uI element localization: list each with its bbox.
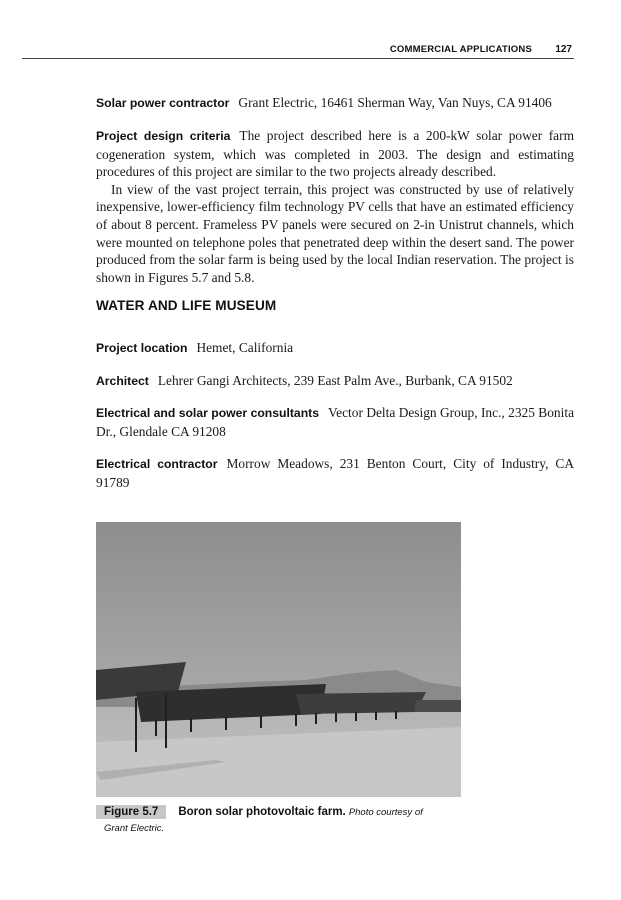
electrical-contractor-text: Morrow Meadows, 231 Benton Court, City of Industry, CA 91789: [96, 456, 575, 490]
design-criteria-label: Project design criteria: [96, 129, 231, 143]
design-criteria-paragraph-2: In view of the vast project terrain, this project was constructed by use of relatively inexpensive, lower-efficiency film technology PV cells that have an estimated efficiency of about 8 percent. Frameless PV panels were secured on 2-in Unistrut channels, which were mounted on telephone poles that penetrated deep within the desert sand. The power produced from the solar farm is being used by the local Indian reservation. The project is shown in Figures 5.7 and 5.8.: [96, 181, 574, 285]
design-criteria-entry: [96, 127, 574, 286]
figure-caption: [96, 803, 516, 838]
solar-contractor-entry: [96, 94, 574, 113]
electrical-contractor-label: Electrical contractor: [96, 457, 218, 471]
figure-credit-line-2: Grant Electric.: [104, 823, 165, 834]
electrical-contractor-entry: [96, 455, 574, 491]
figure-credit: Photo courtesy of: [348, 807, 423, 818]
figure-label: Figure 5.7: [96, 805, 166, 819]
consultants-label: Electrical and solar power consultants: [96, 406, 319, 420]
running-header: [22, 44, 574, 59]
project-location-text: Hemet, California: [196, 340, 294, 355]
figure-title: Boron solar photovoltaic farm.: [178, 806, 346, 818]
architect-label: Architect: [96, 374, 149, 388]
page-number: 127: [555, 44, 572, 55]
project-location-label: Project location: [96, 341, 188, 355]
solar-farm-photo: [96, 522, 461, 797]
architect-entry: [96, 372, 574, 391]
consultants-text: Vector Delta Design Group, Inc., 2325 Bonita Dr., Glendale CA 91208: [96, 405, 575, 439]
panel-row-distant: [296, 692, 426, 714]
solar-farm-illustration: [96, 522, 461, 797]
solar-contractor-text: Grant Electric, 16461 Sherman Way, Van Nuys, CA 91406: [238, 95, 552, 110]
project-location-entry: [96, 339, 574, 358]
section-heading: WATER AND LIFE MUSEUM: [96, 298, 277, 313]
design-criteria-text: The project described here is a 200-kW solar power farm cogeneration system, which was completed in 2003. The design and estimating procedures of this project are similar to the two projects already described.: [96, 128, 574, 180]
consultants-entry: [96, 404, 574, 440]
architect-text: Lehrer Gangi Architects, 239 East Palm Ave., Burbank, CA 91502: [157, 373, 513, 388]
solar-contractor-label: Solar power contractor: [96, 96, 230, 110]
running-title: COMMERCIAL APPLICATIONS: [389, 44, 532, 55]
